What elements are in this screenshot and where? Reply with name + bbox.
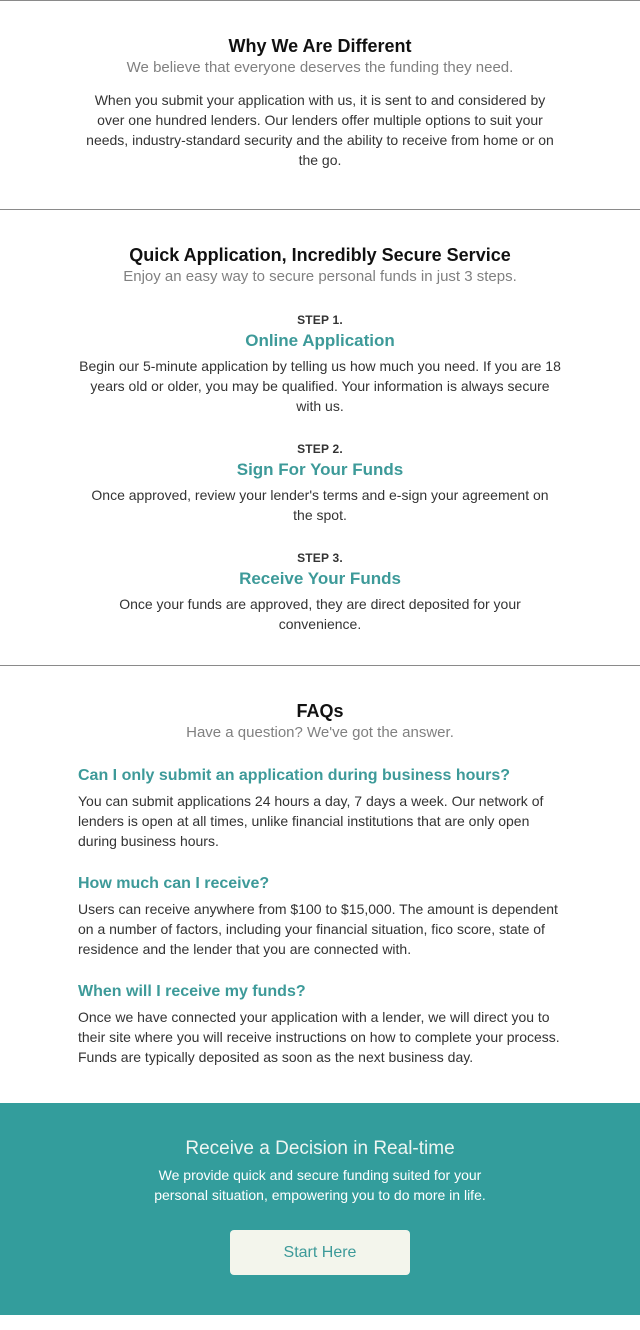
faq-answer: Once we have connected your application with a lender, we will direct you to their site where you will receive instructions on how to complete your process. Funds are typically deposited as soon as the next business day. bbox=[78, 1009, 560, 1065]
cta-title: Receive a Decision in Real-time bbox=[185, 1138, 455, 1159]
section-divider-2 bbox=[0, 665, 640, 666]
faq-answer: You can submit applications 24 hours a day, 7 days a week. Our network of lenders is open at all times, unlike financial institutions that are only open during business hours. bbox=[78, 793, 544, 849]
faq-title: FAQs bbox=[296, 701, 344, 721]
why-body: When you submit your application with us, it is sent to and considered by over one hundred lenders. Our lenders offer multiple options to suit your needs, industry-standard security and the ability to receive from home or on the go. bbox=[86, 92, 554, 168]
faq-section bbox=[0, 699, 640, 1067]
faq-question: How much can I receive? bbox=[78, 875, 270, 892]
top-divider bbox=[0, 0, 640, 1]
step-label: STEP 2. bbox=[297, 442, 343, 456]
why-section bbox=[0, 34, 640, 170]
step-title: Sign For Your Funds bbox=[236, 460, 404, 479]
why-title: Why We Are Different bbox=[228, 36, 412, 56]
step-2 bbox=[0, 441, 640, 525]
step-3 bbox=[0, 550, 640, 634]
step-text: Once approved, review your lender's terms and e-sign your agreement on the spot. bbox=[91, 487, 549, 523]
process-section bbox=[0, 243, 640, 634]
faq-subtitle: Have a question? We've got the answer. bbox=[186, 724, 454, 741]
faq-answer: Users can receive anywhere from $100 to $15,000. The amount is dependent on a number of factors, including your financial situation, fico score, state of residence and the lender that you are connected with. bbox=[78, 901, 558, 957]
cta-banner bbox=[0, 1103, 640, 1315]
faq-question: Can I only submit an application during business hours? bbox=[78, 767, 511, 784]
process-title: Quick Application, Incredibly Secure Service bbox=[129, 245, 511, 265]
faq-item-2 bbox=[78, 873, 562, 959]
why-subtitle: We believe that everyone deserves the funding they need. bbox=[126, 59, 514, 76]
step-label: STEP 1. bbox=[297, 313, 343, 327]
step-title: Receive Your Funds bbox=[239, 569, 401, 588]
faq-question: When will I receive my funds? bbox=[78, 983, 306, 1000]
step-text: Begin our 5-minute application by telling us how much you need. If you are 18 years old or older, you may be qualified. Your information is always secure with us. bbox=[79, 358, 561, 414]
start-here-button[interactable]: Start Here bbox=[230, 1230, 410, 1275]
process-subtitle: Enjoy an easy way to secure personal funds in just 3 steps. bbox=[123, 268, 517, 285]
section-divider-1 bbox=[0, 209, 640, 210]
faq-item-3 bbox=[78, 981, 562, 1067]
step-text: Once your funds are approved, they are direct deposited for your convenience. bbox=[119, 596, 521, 632]
step-label: STEP 3. bbox=[297, 551, 343, 565]
step-title: Online Application bbox=[245, 331, 395, 350]
faq-item-1 bbox=[78, 765, 562, 851]
step-1 bbox=[0, 312, 640, 416]
cta-text: We provide quick and secure funding suited for your personal situation, empowering you to do more in life. bbox=[154, 1167, 486, 1203]
